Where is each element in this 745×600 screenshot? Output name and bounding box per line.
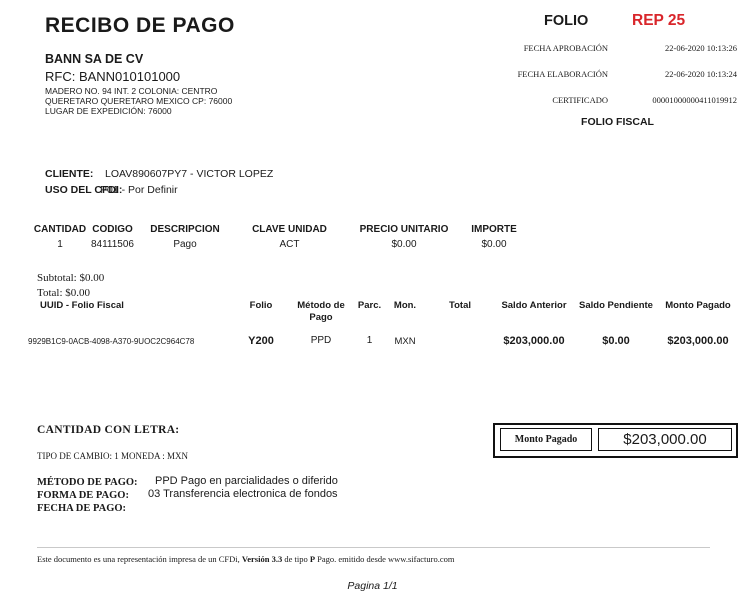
cfdi-use-label: USO DEL CFDI: [45, 184, 123, 196]
payments-table-header [28, 300, 740, 324]
meta-label: FECHA ELABORACIÓN [517, 69, 608, 79]
tipo-cambio-line: TIPO DE CAMBIO: 1 MONEDA : MXN [37, 451, 189, 461]
issuer-address-line1: MADERO NO. 94 INT. 2 COLONIA: CENTRO [45, 86, 218, 96]
meta-label: CERTIFICADO [552, 95, 608, 105]
footer-divider [37, 547, 710, 548]
col-header-monto-pagado: Monto Pagado [665, 300, 731, 311]
issuer-company-name: BANN SA DE CV [45, 52, 144, 66]
meta-certificado [552, 95, 737, 105]
cell-importe: $0.00 [481, 239, 507, 250]
cell-saldo-anterior: $203,000.00 [503, 335, 565, 347]
items-table-header [30, 224, 524, 236]
cell-clave-unidad: ACT [279, 239, 300, 250]
fecha-pago-label: FECHA DE PAGO: [37, 503, 127, 514]
disclaimer-version: Versión 3.3 [241, 554, 283, 564]
col-header-total: Total [449, 300, 471, 311]
cell-saldo-pendiente: $0.00 [602, 335, 630, 347]
cell-precio-unitario: $0.00 [391, 239, 417, 250]
page-title: RECIBO DE PAGO [45, 14, 235, 37]
col-header-saldo-anterior: Saldo Anterior [501, 300, 567, 311]
items-table-row [30, 239, 524, 251]
col-header-uuid: UUID - Folio Fiscal [40, 300, 124, 311]
subtotal-line: Subtotal: $0.00 [37, 272, 105, 284]
folio-label: FOLIO [544, 13, 589, 29]
cell-folio: Y200 [248, 335, 274, 347]
cell-mon: MXN [394, 336, 416, 347]
disclaimer-type: P [309, 554, 316, 564]
forma-pago-label: FORMA DE PAGO: [37, 490, 129, 501]
folio-number: REP 25 [632, 12, 686, 29]
col-header-parc: Parc. [357, 300, 382, 311]
forma-pago-value: 03 Transferencia electronica de fondos [148, 488, 338, 500]
disclaimer-text: Este documento es una representación impresa de un CFDi, [37, 554, 242, 564]
meta-fecha-elaboracion [517, 69, 737, 79]
meta-value: 00001000000411019912 [652, 95, 737, 105]
col-header-metodo-pago: Método de Pago [297, 300, 345, 323]
col-header-importe: IMPORTE [471, 224, 517, 235]
col-header-cantidad: CANTIDAD [33, 224, 87, 235]
folio-fiscal-label: FOLIO FISCAL [581, 116, 654, 128]
col-header-descripcion: DESCRIPCION [150, 224, 220, 235]
payments-table-row [28, 335, 740, 347]
cell-codigo: 84111506 [90, 239, 134, 250]
cell-uuid: 9929B1C9-0ACB-4098-A370-9UOC2C964C78 [28, 337, 195, 346]
issuer-address-line2: QUERETARO QUERETARO MEXICO CP: 76000 [45, 96, 233, 106]
page-number: Pagina 1/1 [347, 580, 398, 592]
meta-value: 22-06-2020 10:13:26 [664, 43, 737, 53]
cell-descripcion: Pago [173, 239, 197, 250]
footer-disclaimer [37, 554, 454, 564]
cfdi-use-value: P01 - Por Definir [100, 184, 178, 196]
col-header-precio-unitario: PRECIO UNITARIO [359, 224, 449, 235]
cell-parc: 1 [366, 335, 373, 346]
disclaimer-text: Pago. emitido desde www.sifacturo.com [315, 554, 455, 564]
issuer-address-line3: LUGAR DE EXPEDICIÓN: 76000 [45, 106, 172, 116]
cantidad-con-letra-label: CANTIDAD CON LETRA: [37, 424, 180, 436]
metodo-pago-value: PPD Pago en parcialidades o diferido [155, 475, 338, 487]
monto-pagado-box-label: Monto Pagado [500, 428, 592, 451]
col-header-clave-unidad: CLAVE UNIDAD [252, 224, 327, 235]
col-header-codigo: CODIGO [92, 224, 133, 235]
client-value: LOAV890607PY7 - VICTOR LOPEZ [105, 168, 274, 180]
total-line: Total: $0.00 [37, 287, 91, 299]
cell-cantidad: 1 [57, 239, 63, 250]
meta-fecha-aprobacion [523, 43, 737, 53]
metodo-pago-label: MÉTODO DE PAGO: [37, 477, 138, 488]
cell-monto-pagado: $203,000.00 [667, 335, 729, 347]
meta-value: 22-06-2020 10:13:24 [664, 69, 737, 79]
monto-pagado-box-value: $203,000.00 [598, 428, 732, 451]
client-label: CLIENTE: [45, 168, 94, 180]
disclaimer-text: de tipo [282, 554, 310, 564]
issuer-rfc: RFC: BANN010101000 [45, 69, 181, 84]
cell-metodo-pago: PPD [310, 335, 332, 346]
col-header-saldo-pendiente: Saldo Pendiente [579, 300, 653, 311]
col-header-mon: Mon. [393, 300, 417, 311]
col-header-folio: Folio [249, 300, 273, 311]
meta-label: FECHA APROBACIÓN [523, 43, 608, 53]
